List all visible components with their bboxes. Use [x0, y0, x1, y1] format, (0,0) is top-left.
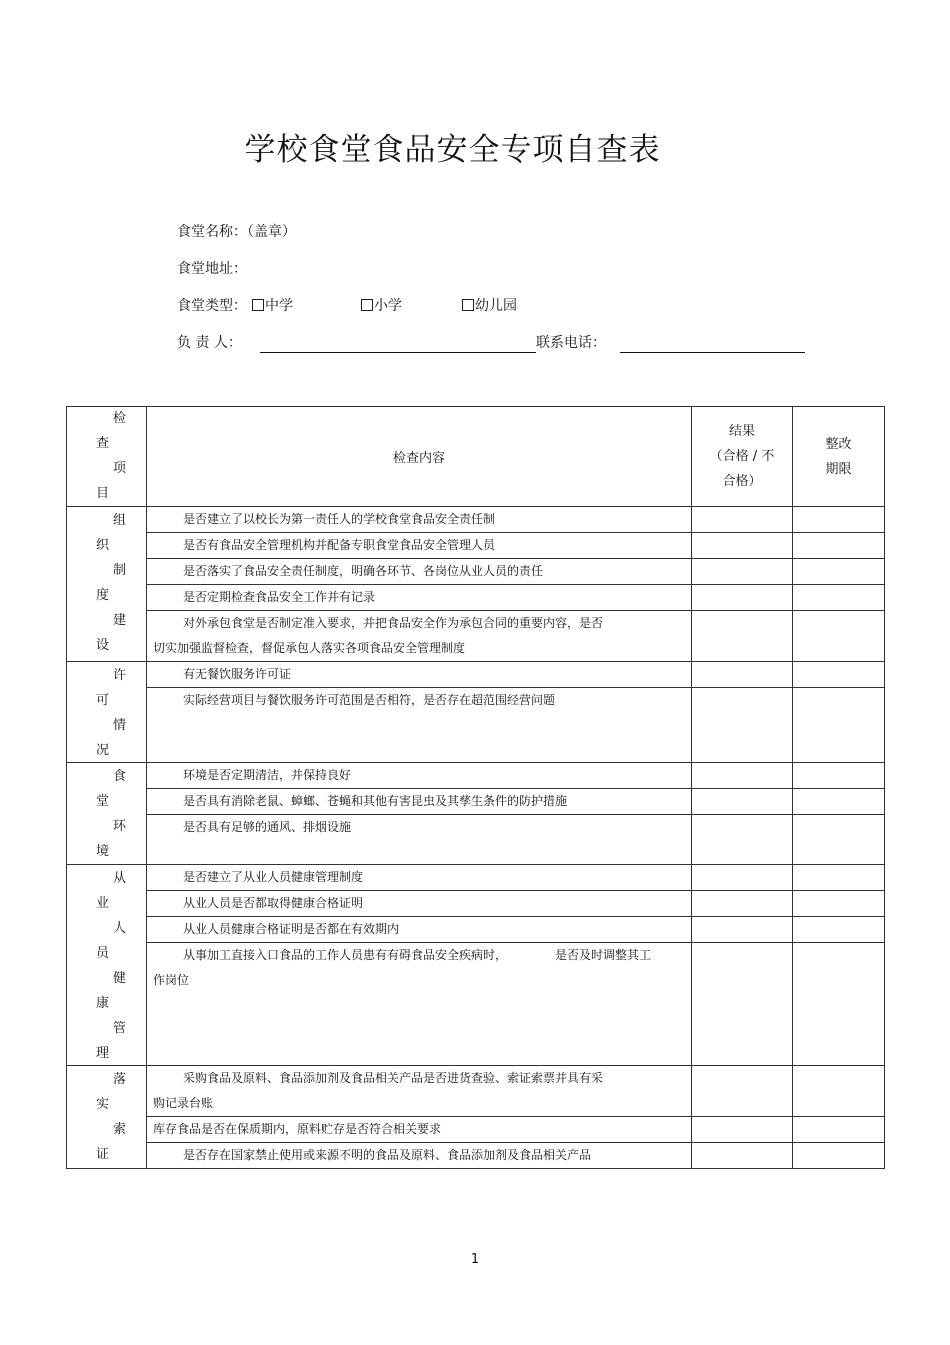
deadline-cell[interactable] [793, 815, 885, 865]
table-row [67, 763, 885, 789]
deadline-cell[interactable] [793, 533, 885, 559]
category-cell [67, 865, 147, 1066]
table-row [67, 507, 885, 533]
table-row [67, 891, 885, 917]
option-primary-school[interactable]: 小学 [361, 296, 402, 316]
canteen-type-label: 食堂类型： [177, 298, 247, 314]
category-char: 员 [96, 946, 110, 961]
check-item: 实际经营项目与餐饮服务许可范围是否相符，是否存在超范围经营问题 [147, 688, 692, 763]
category-char: 情 [113, 718, 127, 733]
check-item: 从业人员健康合格证明是否都在有效期内 [147, 917, 692, 943]
category-char: 可 [96, 693, 110, 708]
deadline-cell[interactable] [793, 662, 885, 688]
table-row [67, 1117, 885, 1143]
category-char: 组 [113, 513, 127, 528]
person-in-charge-line[interactable] [260, 352, 536, 353]
table-row [67, 611, 885, 662]
header-deadline-line: 期限 [825, 461, 852, 477]
header-result-line: （合格 / 不 [709, 449, 775, 464]
deadline-cell[interactable] [793, 789, 885, 815]
header-item [67, 407, 147, 507]
check-item: 有无餐饮服务许可证 [147, 662, 692, 688]
table-row [67, 943, 885, 1066]
header-item-char: 项 [113, 461, 127, 476]
check-item: 是否落实了食品安全责任制度，明确各环节、各岗位从业人员的责任 [147, 559, 692, 585]
category-char: 况 [96, 743, 110, 758]
deadline-cell[interactable] [793, 763, 885, 789]
result-cell[interactable] [692, 688, 793, 763]
header-result [692, 407, 793, 507]
category-char: 证 [96, 1147, 110, 1162]
canteen-address-label: 食堂地址： [177, 261, 247, 277]
inspection-table [66, 406, 885, 1169]
contact-phone-line[interactable] [620, 352, 805, 353]
check-item: 是否建立了以校长为第一责任人的学校食堂食品安全责任制 [147, 507, 692, 533]
category-char: 从 [113, 871, 127, 886]
check-item: 环境是否定期清洁，并保持良好 [147, 763, 692, 789]
category-cell [67, 1066, 147, 1169]
option-kindergarten[interactable]: 幼儿园 [462, 296, 517, 316]
category-char: 人 [113, 921, 127, 936]
deadline-cell[interactable] [793, 1143, 885, 1169]
result-cell[interactable] [692, 1117, 793, 1143]
result-cell[interactable] [692, 507, 793, 533]
category-char: 实 [96, 1097, 110, 1112]
table-row [67, 559, 885, 585]
deadline-cell[interactable] [793, 559, 885, 585]
deadline-cell[interactable] [793, 865, 885, 891]
category-char: 理 [96, 1046, 110, 1061]
checkbox-icon[interactable] [462, 299, 474, 311]
category-char: 设 [96, 638, 110, 653]
result-cell[interactable] [692, 865, 793, 891]
option-middle-school[interactable]: 中学 [252, 296, 293, 316]
result-cell[interactable] [692, 943, 793, 1066]
category-char: 食 [113, 769, 127, 784]
category-char: 境 [96, 844, 110, 859]
category-cell [67, 763, 147, 865]
deadline-cell[interactable] [793, 507, 885, 533]
deadline-cell[interactable] [793, 943, 885, 1066]
deadline-cell[interactable] [793, 1117, 885, 1143]
result-cell[interactable] [692, 559, 793, 585]
header-result-line: 结果 [728, 424, 755, 439]
check-item: 库存食品是否在保质期内，原料贮存是否符合相关要求 [147, 1117, 692, 1143]
check-item: 是否存在国家禁止使用或来源不明的食品及原料、食品添加剂及食品相关产品 [147, 1143, 692, 1169]
canteen-name-label: 食堂名称：（盖章） [177, 224, 296, 240]
result-cell[interactable] [692, 611, 793, 662]
header-deadline-line: 整改 [825, 436, 852, 452]
header-item-char: 检 [113, 411, 127, 426]
category-char: 康 [96, 996, 110, 1011]
page-title: 学校食堂食品安全专项自查表 [244, 132, 661, 168]
table-row [67, 1143, 885, 1169]
deadline-cell[interactable] [793, 1066, 885, 1117]
check-item: 对外承包食堂是否制定准入要求，并把食品安全作为承包合同的重要内容，是否 切实加强监督检查，督促承包人落实各项食品安全管理制度 [147, 611, 692, 662]
header-content: 检查内容 [147, 407, 692, 507]
header-deadline [793, 407, 885, 507]
category-char: 落 [113, 1072, 127, 1087]
deadline-cell[interactable] [793, 688, 885, 763]
header-result-line: 合格） [722, 474, 762, 489]
person-in-charge-label: 负 责 人： [177, 335, 242, 351]
category-cell [67, 662, 147, 763]
result-cell[interactable] [692, 815, 793, 865]
canteen-type-row [177, 296, 247, 316]
table-row [67, 789, 885, 815]
contact-phone-label: 联系电话： [536, 335, 606, 351]
table-row [67, 815, 885, 865]
category-char: 索 [113, 1122, 127, 1137]
table-header-row [67, 407, 885, 507]
check-item: 是否具有消除老鼠、蟑螂、苍蝇和其他有害昆虫及其孳生条件的防护措施 [147, 789, 692, 815]
category-cell [67, 507, 147, 662]
checkbox-icon[interactable] [252, 299, 264, 311]
table-row [67, 533, 885, 559]
deadline-cell[interactable] [793, 917, 885, 943]
check-item: 是否定期检查食品安全工作并有记录 [147, 585, 692, 611]
page-number: 1 [470, 1252, 480, 1267]
result-cell[interactable] [692, 917, 793, 943]
check-item: 从业人员是否都取得健康合格证明 [147, 891, 692, 917]
result-cell[interactable] [692, 1066, 793, 1117]
check-item: 是否具有足够的通风、排烟设施 [147, 815, 692, 865]
result-cell[interactable] [692, 1143, 793, 1169]
header-item-char: 查 [96, 436, 110, 451]
table-row [67, 865, 885, 891]
category-char: 业 [96, 896, 110, 911]
category-char: 堂 [96, 794, 110, 809]
result-cell[interactable] [692, 585, 793, 611]
result-cell[interactable] [692, 789, 793, 815]
table-row [67, 1066, 885, 1117]
deadline-cell[interactable] [793, 585, 885, 611]
result-cell[interactable] [692, 533, 793, 559]
result-cell[interactable] [692, 662, 793, 688]
check-item: 是否有食品安全管理机构并配备专职食堂食品安全管理人员 [147, 533, 692, 559]
table-row [67, 688, 885, 763]
deadline-cell[interactable] [793, 891, 885, 917]
category-char: 许 [113, 668, 127, 683]
category-char: 织 [96, 538, 110, 553]
check-item: 是否建立了从业人员健康管理制度 [147, 865, 692, 891]
check-item: 采购食品及原料、食品添加剂及食品相关产品是否进货查验、索证索票并具有采 购记录台账 [147, 1066, 692, 1117]
table-row [67, 917, 885, 943]
category-char: 制 [113, 563, 127, 578]
check-item: 从事加工直接入口食品的工作人员患有有碍食品安全疾病时， 是否及时调整其工 作岗位 [147, 943, 692, 1066]
category-char: 管 [113, 1021, 127, 1036]
header-item-char: 目 [96, 486, 110, 501]
table-row [67, 585, 885, 611]
result-cell[interactable] [692, 891, 793, 917]
category-char: 建 [113, 613, 127, 628]
category-char: 健 [113, 971, 127, 986]
category-char: 环 [113, 819, 127, 834]
table-row [67, 662, 885, 688]
result-cell[interactable] [692, 763, 793, 789]
category-char: 度 [96, 588, 110, 603]
deadline-cell[interactable] [793, 611, 885, 662]
checkbox-icon[interactable] [361, 299, 373, 311]
